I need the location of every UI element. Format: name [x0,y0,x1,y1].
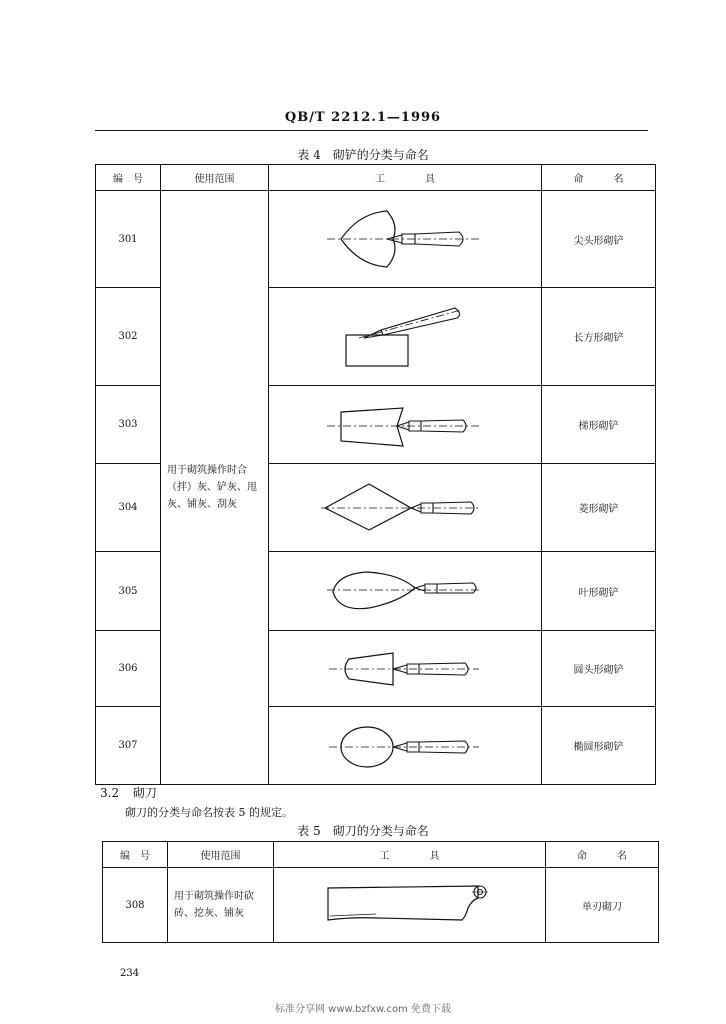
row-code: 304 [96,464,161,552]
table-row [103,868,659,943]
tool-drawing-leaf [269,552,542,631]
table5 [102,841,659,943]
tool-drawing-pointed [269,191,542,288]
table4 [95,164,656,785]
table5-header-tool: 工 具 [274,842,546,868]
row-code: 302 [96,288,161,386]
row-name: 梯形砌铲 [542,386,656,464]
table5-header-name: 命 名 [546,842,659,868]
usage-scope: 用于砌筑操作时合（拌）灰、铲灰、甩灰、铺灰、刮灰 [161,191,269,785]
header-rule [95,130,648,131]
watermark-footer: 标准分享网 www.bzfxw.com 免费下载 [275,1004,451,1015]
page-number: 234 [120,968,140,979]
row-name: 叶形砌铲 [542,552,656,631]
table-row [96,191,656,288]
standard-header: QB/T 2212.1—1996 [284,110,442,125]
row-code: 301 [96,191,161,288]
table4-header-tool: 工 具 [269,165,542,191]
tool-drawing-rhombus [269,464,542,552]
row-name: 尖头形砌铲 [542,191,656,288]
table4-header-name: 命 名 [542,165,656,191]
section-heading [100,784,157,801]
row-name: 菱形砌铲 [542,464,656,552]
table5-caption: 表 5 砌刀的分类与命名 [297,824,429,838]
table4-header-scope: 使用范围 [161,165,269,191]
row-code: 306 [96,631,161,707]
table5-header-code: 编 号 [103,842,168,868]
tool-drawing-trapezoid [269,386,542,464]
row-code: 307 [96,707,161,785]
row-code: 308 [103,868,168,943]
section-title: 砌刀 [132,786,157,800]
tool-drawing-rectangular [269,288,542,386]
row-code: 305 [96,552,161,631]
tool-drawing-round-head [269,631,542,707]
row-code: 303 [96,386,161,464]
row-name: 椭圆形砌铲 [542,707,656,785]
usage-scope: 用于砌筑操作时砍砖、挖灰、铺灰 [168,868,274,943]
table4-header-code: 编 号 [96,165,161,191]
section-number: 3.2 [100,786,120,800]
table5-header-scope: 使用范围 [168,842,274,868]
tool-drawing-brick-knife [274,868,546,943]
row-name: 圆头形砌铲 [542,631,656,707]
body-paragraph: 砌刀的分类与命名按表 5 的规定。 [125,806,293,819]
row-name: 单刃砌刀 [546,868,659,943]
table4-caption: 表 4 砌铲的分类与命名 [297,148,429,162]
tool-drawing-ellipse [269,707,542,785]
row-name: 长方形砌铲 [542,288,656,386]
